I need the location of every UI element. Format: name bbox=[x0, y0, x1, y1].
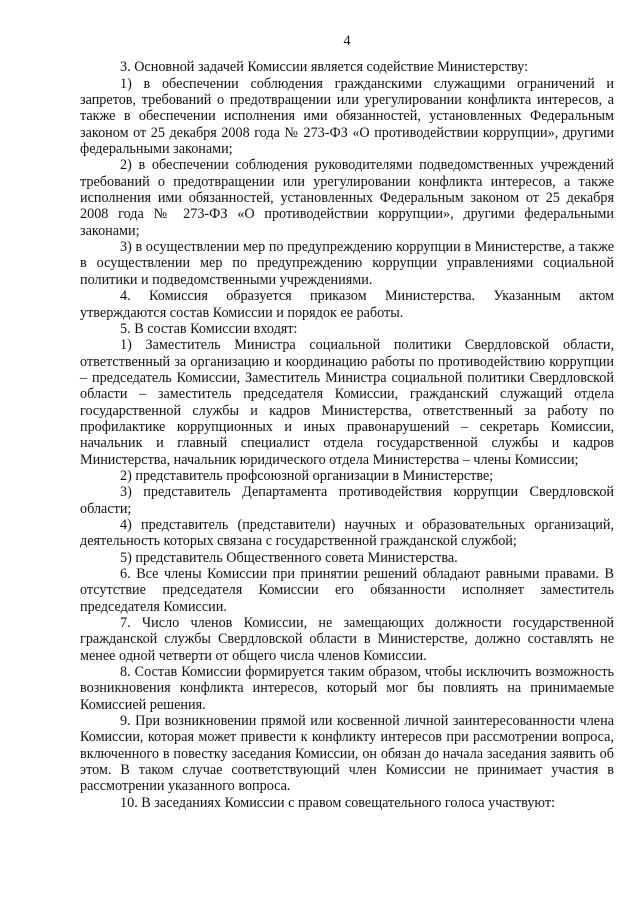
document-body bbox=[80, 59, 614, 811]
paragraph-5-3: 3) представитель Департамента противодействия коррупции Свердловской области; bbox=[80, 484, 614, 517]
paragraph-5: 5. В состав Комиссии входят: bbox=[120, 320, 298, 337]
paragraph-10: 10. В заседаниях Комиссии с правом совещательного голоса участвуют: bbox=[120, 794, 555, 811]
paragraph-7: 7. Число членов Комиссии, не замещающих должности государственной гражданской службы Свердловской области в Министерстве, должно составлять не менее одной четверти от общего числа членов Комиссии. bbox=[80, 615, 614, 664]
paragraph-3-1: 1) в обеспечении соблюдения гражданскими служащими ограничений и запретов, требований о предотвращении или урегулировании конфликта интересов, а также в обеспечении исполнения ими обязанностей, установленных Федеральным законом от 25 декабря 2008 года № 273-ФЗ «О противодействии коррупции», другими федеральными законами; bbox=[80, 75, 614, 158]
paragraph-5-1: 1) Заместитель Министра социальной политики Свердловской области, ответственный за организацию и координацию работы по противодействию коррупции – председатель Комиссии, Заместитель Министра социальной политики Свердловской области – заместитель председателя Комиссии, гражданский служащий отдела государственной службы и кадров Министерства, ответственный за работу по профилактике коррупционных и иных правонарушений – секретарь Комиссии, начальник и главный специалист отдела государственной службы и кадров Министерства, начальник юридического отдела Министерства – члены Комиссии; bbox=[80, 337, 614, 468]
paragraph-4: 4. Комиссия образуется приказом Министерства. Указанным актом утверждаются состав Комиссии и порядок ее работы. bbox=[80, 288, 614, 321]
paragraph-3: 3. Основной задачей Комиссии является содействие Министерству: bbox=[120, 59, 529, 76]
paragraph-5-5: 5) представитель Общественного совета Министерства. bbox=[120, 549, 458, 566]
paragraph-3-3: 3) в осуществлении мер по предупреждению коррупции в Министерстве, а также в осуществлении мер по предупреждению коррупции управлениями социальной политики и подведомственными учреждениями. bbox=[80, 239, 614, 288]
paragraph-8: 8. Состав Комиссии формируется таким образом, чтобы исключить возможность возникновения конфликта интересов, который мог бы повлиять на принимаемые Комиссией решения. bbox=[80, 664, 614, 713]
page-number: 4 bbox=[343, 33, 351, 49]
paragraph-6: 6. Все члены Комиссии при принятии решений обладают равными правами. В отсутствие председателя Комиссии его обязанности исполняет заместитель председателя Комиссии. bbox=[80, 566, 614, 615]
paragraph-5-2: 2) представитель профсоюзной организации в Министерстве; bbox=[120, 467, 494, 484]
paragraph-3-2: 2) в обеспечении соблюдения руководителями подведомственных учреждений требований о предотвращении или урегулировании конфликта интересов, а также исполнения ими обязанностей, установленных Федеральным законом от 25 декабря 2008 года № 273-ФЗ «О противодействии коррупции», другими федеральными законами; bbox=[80, 157, 614, 239]
paragraph-5-4: 4) представитель (представители) научных и образовательных организаций, деятельность которых связана с государственной гражданской службой; bbox=[80, 516, 614, 550]
paragraph-9: 9. При возникновении прямой или косвенной личной заинтересованности члена Комиссии, которая может привести к конфликту интересов при рассмотрении вопроса, включенного в повестку заседания Комиссии, он обязан до начала заседания заявить об этом. В таком случае соответствующий член Комиссии не принимает участия в рассмотрении указанного вопроса. bbox=[80, 713, 614, 795]
